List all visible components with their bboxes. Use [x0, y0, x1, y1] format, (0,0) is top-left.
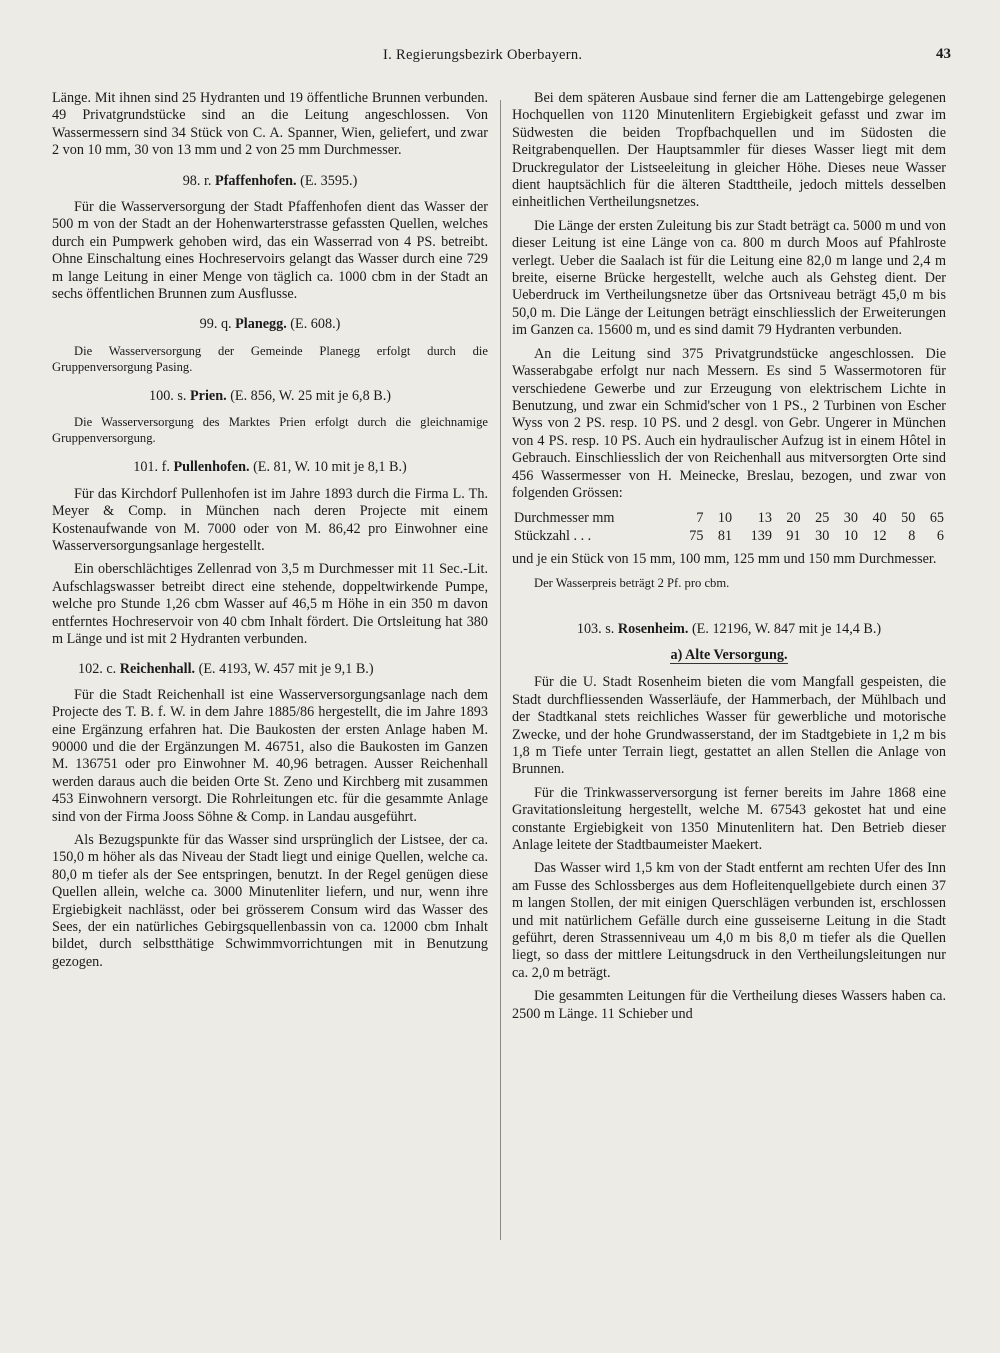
table-row — [512, 528, 946, 545]
paragraph: Die Wasserversorgung des Marktes Prien erfolgt durch die gleichnamige Gruppenversorgung. — [52, 415, 488, 446]
paragraph: Bei dem späteren Ausbaue sind ferner die am Lattengebirge gelegenen Hochquellen von 1120 Minutenlitern Ergiebigkeit gefasst und zwar im Südwesten die beiden Tropfbachquellen und im Südosten die Reitgrabenquellen. Der Hauptsammler für dieses Wasser liegt mit dem Druckregulator der Listseeleitung in gleicher Höhe. Dieses neue Wasser dient hauptsächlich für die älteren Stadttheile, jedoch mittels desselben einheitlichen Vertheilungsnetzes. — [512, 90, 946, 211]
paragraph: Für die Stadt Reichenhall ist eine Wasserversorgungsanlage nach dem Projecte des T. B. f. W. in dem Jahre 1885/86 hergestellt, die im Jahre 1893 eine Ergänzung erfahren hat. Die Baukosten der ersten Anlage haben M. 90000 und die der Ergänzungen M. 46751, also die Baukosten im Ganzen M. 136751 oder pro Einwohner M. 40,96 betragen. Ausser Reichenhall werden daraus auch die beiden Orte St. Zeno und Kirchberg mit zusammen 453 Einwohnern versorgt. Die Rohrleitungen etc. für die gesammte Anlage sind von der Firma Jooss Söhne & Comp. in Landau ausgeführt. — [52, 686, 488, 825]
table-cell: 12 — [872, 527, 887, 544]
right-column — [512, 90, 946, 1023]
entry-info: (E. 3595.) — [300, 172, 358, 189]
entry-name: Prien. — [190, 387, 227, 404]
entry-heading-rosenheim — [512, 621, 946, 638]
entry-name: Rosenheim. — [617, 620, 689, 637]
table-cell: 65 — [929, 510, 944, 527]
table-cell: 75 — [689, 527, 704, 544]
paragraph: und je ein Stück von 15 mm, 100 mm, 125 mm und 150 mm Durchmesser. — [512, 551, 937, 568]
table-cell: 40 — [872, 510, 887, 527]
paragraph: Die Wasserversorgung der Gemeinde Planegg erfolgt durch die Gruppenversorgung Pasing. — [52, 343, 488, 374]
entry-number: 101. f. — [133, 459, 170, 476]
paragraph: Für das Kirchdorf Pullenhofen ist im Jahre 1893 durch die Firma L. Th. Meyer & Comp. in München nach deren Projecte mit einem Kostenaufwande von M. 7000 oder von M. 86,42 pro Einwohner eine Wasserversorgungsanlage hergestellt. — [52, 485, 488, 554]
entry-number: 100. s. — [149, 387, 187, 404]
section-subheading — [512, 647, 946, 664]
table-cell: 10 — [843, 527, 858, 544]
entry-name: Planegg. — [235, 316, 287, 333]
table-cell: 91 — [786, 527, 801, 544]
table-row-label: Durchmesser mm — [514, 510, 615, 527]
entry-number: 98. r. — [182, 172, 212, 189]
table-cell: 7 — [696, 510, 704, 527]
table-cell: 30 — [843, 510, 858, 527]
entry-number: 103. s. — [576, 620, 615, 637]
paragraph: Länge. Mit ihnen sind 25 Hydranten und 19 öffentliche Brunnen verbunden. 49 Privatgrundstücke sind an die Leitung angeschlossen. Von Wassermessern sind 34 Stück von C. A. Spanner, Wien, geliefert, und zwar 2 von 10 mm, 30 von 13 mm und 2 von 25 mm Durchmesser. — [52, 90, 488, 159]
table-cell: 139 — [750, 527, 772, 544]
entry-heading-pfaffenhofen — [52, 173, 488, 190]
entry-info: (E. 608.) — [290, 316, 341, 333]
entry-heading-prien — [52, 388, 488, 405]
paragraph: Als Bezugspunkte für das Wasser sind ursprünglich der Listsee, der ca. 150,0 m höher als das Niveau der Stadt liegt und einige Quellen, welche ca. 80,0 m tiefer als der See entspringen, benutzt. In der Regel genügen diese Quellen allein, welche ca. 3000 Minutenliter liefern, und nur, wenn ihre Ergiebigkeit nachlässt, oder bei grösserem Consum wird das Wasser des Sees, der ein natürliches Gebirgsquellenbassin von ca. 12000 cbm Inhalt bildet, durch selbstthätige Schwimmvorrichtungen mit in Benutzung gezogen. — [52, 832, 488, 970]
entry-name: Pullenhofen. — [173, 459, 250, 476]
paragraph: Für die Trinkwasserversorgung ist ferner bereits im Jahre 1868 eine Gravitationsleitung hergestellt, welche M. 67543 gekostet hat und eine constante Ergiebigkeit von 1350 Minutenlitern hat. Den Betrieb dieser Anlage leitete der Stadtbaumeister Maekert. — [512, 784, 946, 854]
table-cell: 6 — [936, 527, 944, 544]
entry-info: (E. 856, W. 25 mit je 6,8 B.) — [230, 387, 391, 404]
paragraph: An die Leitung sind 375 Privatgrundstücke angeschlossen. Die Wasserabgabe erfolgt nur nach Messern. Es sind 5 Wassermotoren für verschiedene Gewerbe und zur Erzeugung von elektrischem Lichte in Benutzung, und zwar ein Schmid'scher von 1 PS., 2 Turbinen von Escher Wyss von 2 PS. resp. 10 PS. und 2 desgl. von Gebr. Ungerer in München von 4 PS. resp. 10 PS. Auch ein hydraulischer Aufzug ist in einem Hôtel in Gebrauch. Einschliesslich der von Reichenhall aus mitversorgten Orte sind 456 Wassermesser von H. Meinecke, Breslau, bezogen, und zwar von folgenden Grössen: — [512, 345, 946, 501]
entry-number: 99. q. — [199, 316, 232, 333]
table-cell: 20 — [786, 510, 801, 527]
table-cell: 30 — [815, 527, 830, 544]
paragraph: Die Länge der ersten Zuleitung bis zur Stadt beträgt ca. 5000 m und von dieser Leitung ist eine Länge von ca. 800 m durch Moos auf Pfahlroste verlegt. Ueber die Saalach ist für die Leitung eine 82,0 m lange und 2,4 m breite, eiserne Brücke hergestellt, welche auch als Gehsteg dient. Der Ueberdruck im Vertheilungsnetze über das Ortsniveau beträgt 45,0 m bis 50,0 m. Die Länge der Leitungen beträgt einschliesslich der Erweiterungen im Ganzen ca. 15600 m, und es sind damit 79 Hydranten verbunden. — [512, 217, 946, 339]
paragraph: Der Wasserpreis beträgt 2 Pf. pro cbm. — [534, 575, 730, 590]
paragraph: Die gesammten Leitungen für die Vertheilung dieses Wassers haben ca. 2500 m Länge. 11 Schieber und — [512, 988, 946, 1022]
paragraph: Für die U. Stadt Rosenheim bieten die vom Mangfall gespeisten, die Stadt durchfliessenden Wasserläufe, der Hammerbach, der Mühlbach und der Stadtkanal stets reichliches Wasser für gewerbliche und motorische Zwecke, und der hohe Grundwasserstand, der im Stadtgebiete in 1,2 m bis 1,8 m Tiefe unter Terrain liegt, gestattet an allen Stellen die Anlage von Brunnen. — [512, 674, 946, 778]
entry-number: 102. c. — [78, 661, 117, 678]
table-cell: 10 — [717, 510, 733, 527]
subheading-text: a) Alte Versorgung. — [670, 646, 788, 663]
page-number: 43 — [936, 46, 951, 62]
paragraph: Für die Wasserversorgung der Stadt Pfaffenhofen dient das Wasser der 500 m von der Stadt an der Hohenwarterstrasse gefassten Quellen, welches durch ein Pumpwerk gehoben wird, das ein Wasserrad von 4 PS. betreibt. Ohne Einschaltung eines Hochreservoirs gelangt das Wasser durch eine 729 m lange Leitung in einer Menge von täglich ca. 1000 cbm in der Stadt an sechs öffentlichen Brunnen zum Ausflusse. — [52, 199, 488, 303]
table-cell: 81 — [717, 527, 733, 544]
entry-name: Pfaffenhofen. — [215, 172, 297, 189]
left-column — [52, 90, 488, 971]
running-head: I. Regierungsbezirk Oberbayern. — [383, 47, 583, 63]
table-row — [512, 510, 946, 527]
table-cell: 50 — [901, 510, 916, 527]
entry-heading-pullenhofen — [52, 459, 488, 476]
entry-info: (E. 12196, W. 847 mit je 14,4 B.) — [691, 620, 882, 637]
paragraph: Ein oberschlächtiges Zellenrad von 3,5 m Durchmesser mit 11 Sec.-Lit. Aufschlagswasser betreibt direct eine stehende, doppeltwirkende Pumpe, welche pro Stunde 1,26 cbm Wasser auf 46,5 m Höhe in ein 350 m davon entferntes Hochreservoir von 40 cbm Inhalt fördert. Die Ortsleitung hat 380 m Länge und ist mit 2 Hydranten verbunden. — [52, 561, 488, 647]
entry-heading-reichenhall — [52, 661, 488, 678]
table-cell: 8 — [908, 527, 916, 544]
entry-name: Reichenhall. — [119, 661, 196, 678]
table-cell: 25 — [815, 510, 830, 527]
entry-heading-planegg — [52, 316, 488, 333]
table-cell: 13 — [757, 510, 772, 527]
entry-info: (E. 81, W. 10 mit je 8,1 B.) — [253, 459, 407, 476]
column-divider — [500, 100, 501, 1240]
table-row-label: Stückzahl . . . — [514, 527, 592, 544]
paragraph: Das Wasser wird 1,5 km von der Stadt entfernt am rechten Ufer des Inn am Fusse des Schlossberges aus dem Hofleitenquellgebiete durch einen 37 m langen Stollen, der mit einigen Querschlägen verbunden ist, erschlossen und mit natürlichem Gefälle durch eine gusseiserne Leitung in die Stadt geführt, deren Strassenniveau um 4,0 m bis 8,0 m tiefer als die Quellen liegt, so dass der mittlere Leitungsdruck in den Vertheilungsleitungen nur ca. 2,0 m beträgt. — [512, 860, 946, 981]
page-header — [0, 47, 1000, 71]
entry-info: (E. 4193, W. 457 mit je 9,1 B.) — [198, 661, 374, 678]
meter-size-table — [512, 510, 946, 545]
